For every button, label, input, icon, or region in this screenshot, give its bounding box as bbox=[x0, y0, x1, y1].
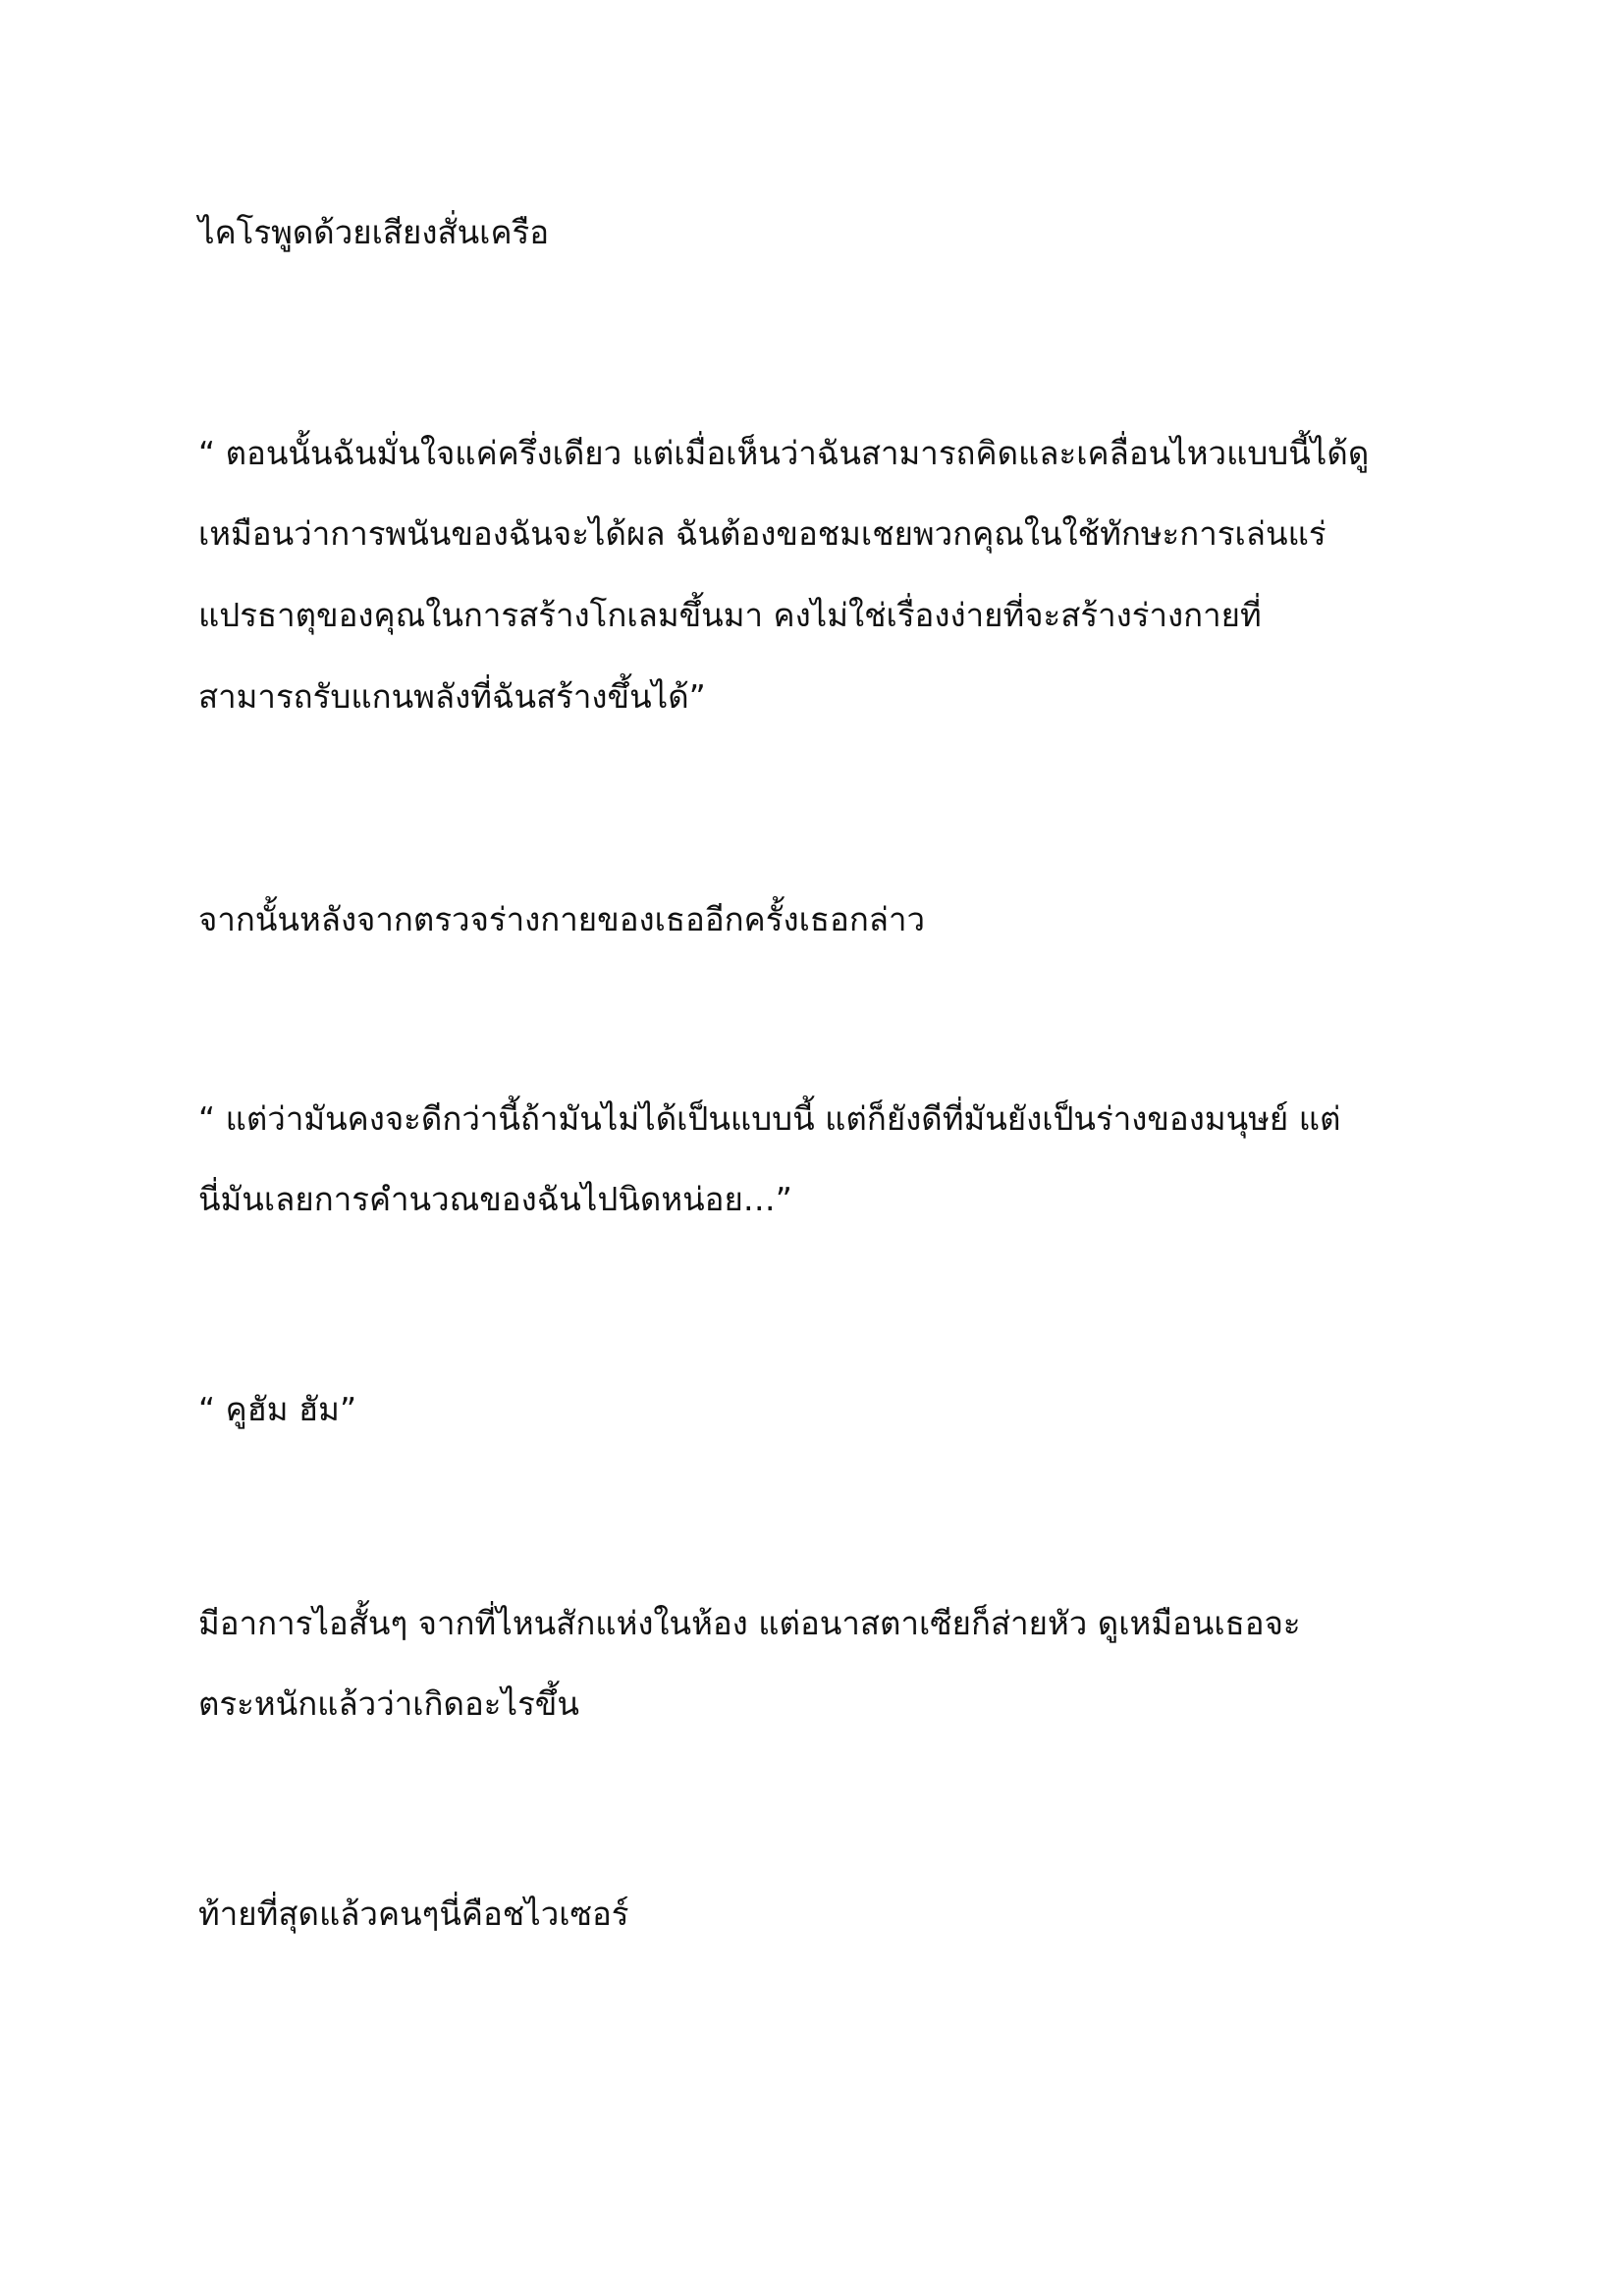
dialogue-line: เหมือนว่าการพนันของฉันจะได้ผล ฉันต้องขอชมเชยพวกคุณในใช้ทักษะการเล่นแร่ bbox=[198, 514, 1326, 553]
narration-line: ท้ายที่สุดแล้วคนๆนี่คือชไวเซอร์ bbox=[198, 1895, 629, 1933]
narration-line: มีอาการไอสั้นๆ จากที่ไหนสักแห่งในห้อง แต่อนาสตาเซียก็ส่ายหัว ดูเหมือนเธอจะ bbox=[198, 1604, 1301, 1642]
dialogue-line: “ คูฮัม ฮัม” bbox=[198, 1390, 357, 1428]
narration-line: ไคโรพูดด้วยเสียงสั่นเครือ bbox=[198, 213, 550, 251]
dialogue-line: สามารถรับแกนพลังที่ฉันสร้างขึ้นได้” bbox=[198, 677, 706, 716]
dialogue-line: นี่มันเลยการคำนวณของฉันไปนิดหน่อย…” bbox=[198, 1180, 792, 1218]
dialogue-line: “ ตอนนั้นฉันมั่นใจแค่ครึ่งเดียว แต่เมื่อเห็นว่าฉันสามารถคิดและเคลื่อนไหวแบบนี้ได้ดู bbox=[198, 434, 1370, 472]
narration-line: จากนั้นหลังจากตรวจร่างกายของเธออีกครั้งเธอกล่าว bbox=[198, 900, 926, 938]
dialogue-line: แปรธาตุของคุณในการสร้างโกเลมขึ้นมา คงไม่ใช่เรื่องง่ายที่จะสร้างร่างกายที่ bbox=[198, 596, 1262, 634]
dialogue-line: “ แต่ว่ามันคงจะดีกว่านี้ถ้ามันไม่ได้เป็นแบบนี้ แต่ก็ยังดีที่มันยังเป็นร่างของมนุษย์ แต่ bbox=[198, 1099, 1341, 1138]
narration-line: ตระหนักแล้วว่าเกิดอะไรขึ้น bbox=[198, 1684, 579, 1723]
